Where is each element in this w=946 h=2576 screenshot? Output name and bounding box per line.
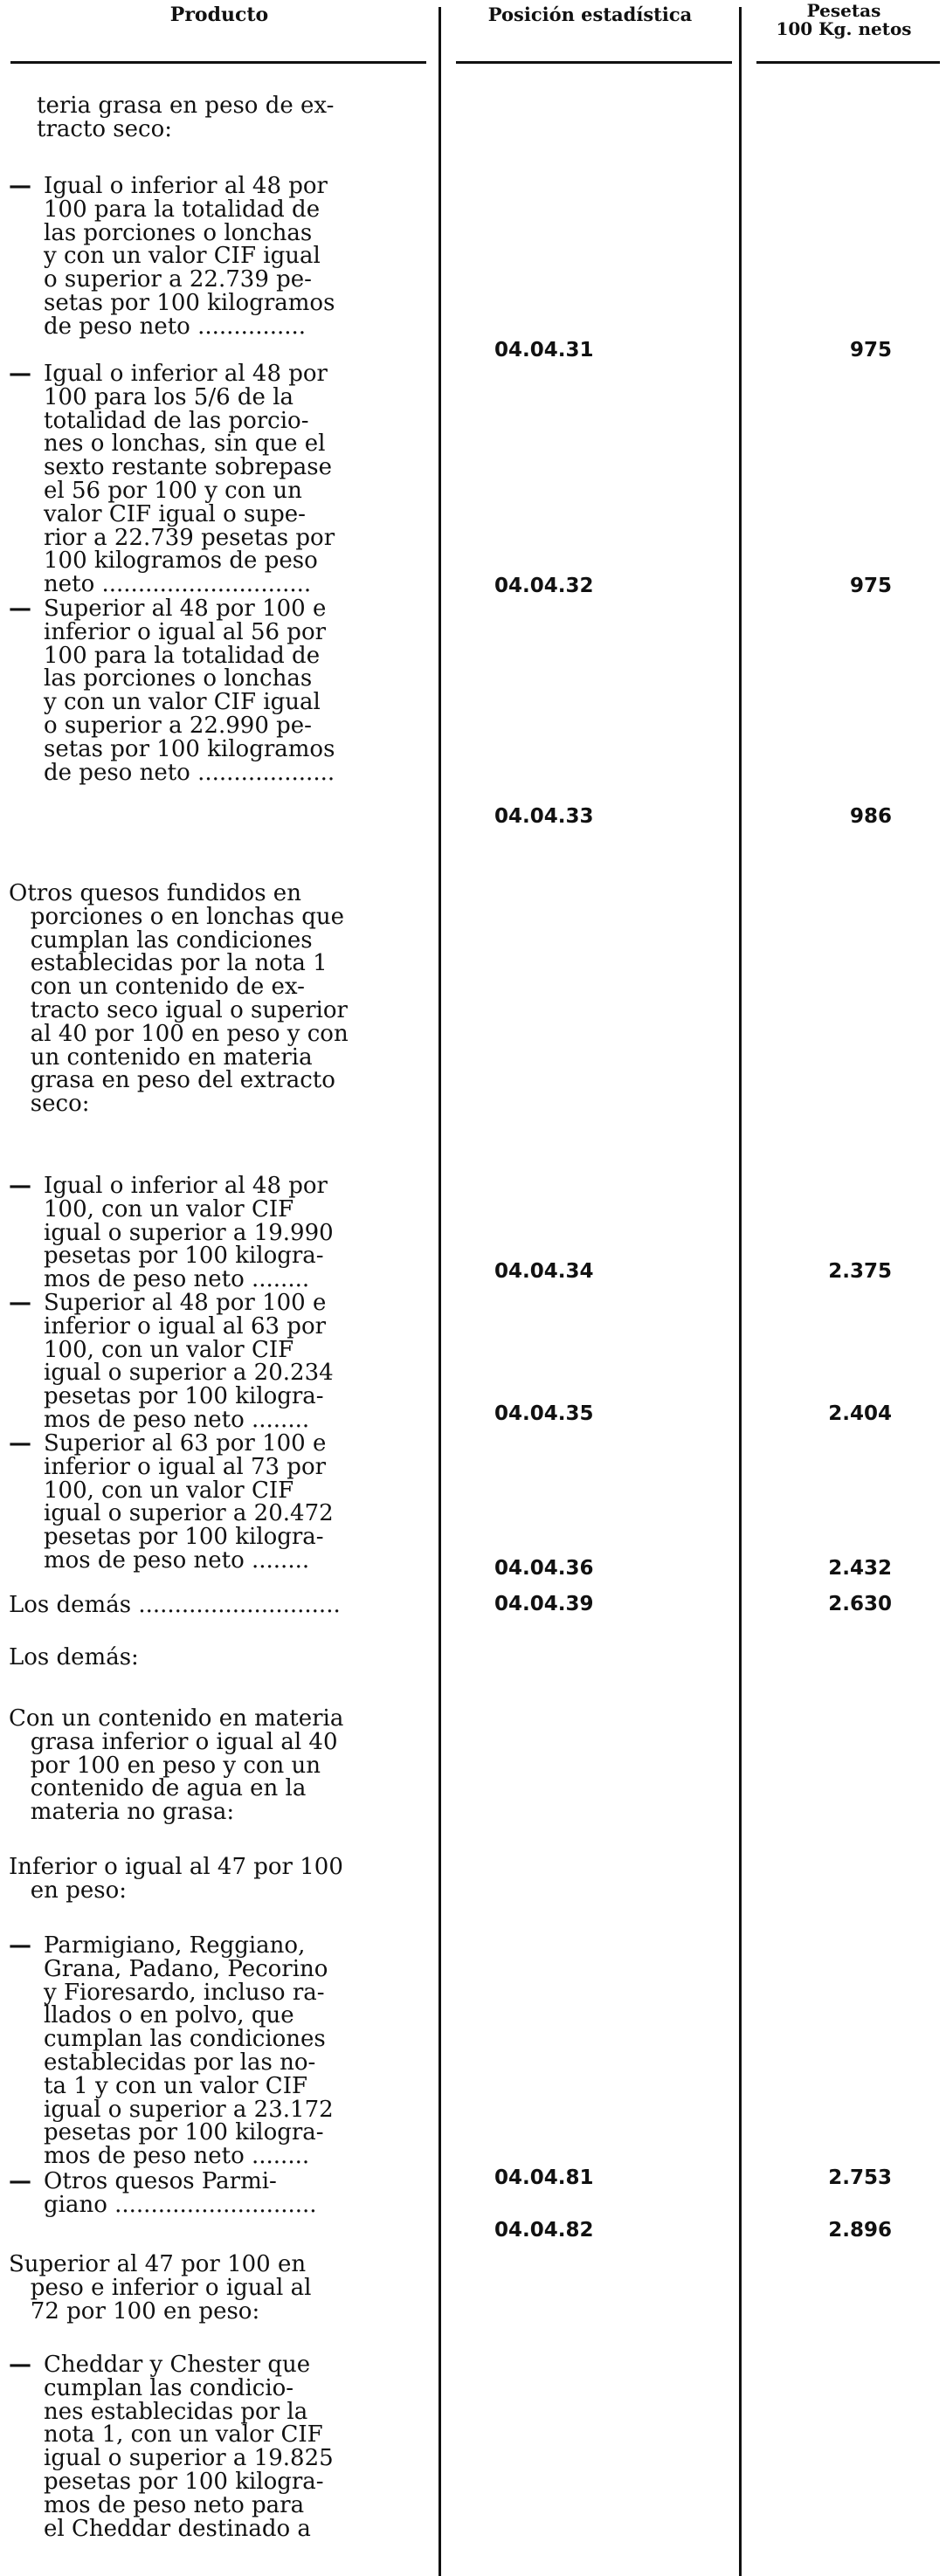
entry-line: igual o superior a 23.172 xyxy=(44,2096,334,2123)
entry-line: 100, con un valor CIF xyxy=(44,1195,294,1223)
product-entry xyxy=(37,94,334,141)
entry-line: o superior a 22.739 pe- xyxy=(44,266,312,293)
dash-marker: — xyxy=(9,173,31,199)
statistical-code: 04.04.39 xyxy=(494,1593,594,1615)
entry-line: Igual o inferior al 48 por xyxy=(44,1173,328,1199)
product-entry xyxy=(44,1291,334,1432)
product-entry xyxy=(44,1432,334,1573)
entry-line: establecidas por la nota 1 xyxy=(9,950,328,977)
entry-line: setas por 100 kilogramos xyxy=(44,289,335,316)
dash-marker: — xyxy=(9,2352,31,2378)
header-producto: Producto xyxy=(169,3,269,26)
entry-line: en peso: xyxy=(9,1877,127,1904)
pesetas-value: 2.753 xyxy=(828,2166,892,2189)
entry-line: y con un valor CIF igual xyxy=(44,689,321,716)
dash-marker: — xyxy=(9,1290,31,1316)
statistical-code: 04.04.36 xyxy=(494,1557,594,1580)
product-entry xyxy=(44,597,335,784)
entry-line: setas por 100 kilogramos xyxy=(44,735,335,762)
entry-line: giano ............................ xyxy=(44,2191,317,2218)
pesetas-value: 975 xyxy=(849,575,892,597)
entry-line: grasa en peso del extracto xyxy=(9,1067,335,1094)
product-entry xyxy=(9,1707,343,1824)
product-entry xyxy=(44,362,335,596)
product-entry xyxy=(9,1646,139,1670)
entry-line: y Fioresardo, incluso ra- xyxy=(44,1979,325,2006)
entry-line: Los demás: xyxy=(9,1644,139,1670)
product-entry xyxy=(44,1174,334,1291)
entry-line: tracto seco: xyxy=(37,115,173,142)
entry-line: un contenido en materia xyxy=(9,1043,313,1071)
dash-marker: — xyxy=(9,361,31,387)
entry-line: 100 para la totalidad de xyxy=(44,642,321,669)
entry-line: Inferior o igual al 47 por 100 xyxy=(9,1854,343,1880)
entry-line: Grana, Padano, Pecorino xyxy=(44,1955,328,1982)
header-rule-2 xyxy=(456,61,732,64)
entry-line: teria grasa en peso de ex- xyxy=(37,93,335,119)
entry-line: grasa inferior o igual al 40 xyxy=(9,1728,338,1755)
header-posicion: Posición estadística xyxy=(487,3,693,25)
entry-line: nes o lonchas, sin que el xyxy=(44,430,326,458)
entry-line: de peso neto ................... xyxy=(44,759,335,786)
entry-line: mos de peso neto ........ xyxy=(44,1406,310,1433)
entry-line: ta 1 y con un valor CIF xyxy=(44,2072,308,2099)
dash-marker: — xyxy=(9,1932,31,1959)
column-divider-2 xyxy=(739,7,742,2576)
pesetas-value: 2.404 xyxy=(828,1402,892,1425)
product-entry xyxy=(9,882,349,1116)
pesetas-value: 975 xyxy=(849,339,892,362)
entry-line: inferior o igual al 56 por xyxy=(44,618,327,645)
entry-line: Cheddar y Chester que xyxy=(44,2352,311,2378)
entry-line: materia no grasa: xyxy=(9,1799,235,1826)
entry-line: igual o superior a 19.990 xyxy=(44,1219,334,1246)
entry-line: Otros quesos fundidos en xyxy=(9,880,301,906)
entry-line: inferior o igual al 63 por xyxy=(44,1312,327,1340)
entry-line: el 56 por 100 y con un xyxy=(44,477,302,504)
entry-line: mos de peso neto para xyxy=(44,2491,305,2518)
header-pesetas xyxy=(742,2,946,38)
entry-line: pesetas por 100 kilogra- xyxy=(44,1243,324,1270)
entry-line: o superior a 22.990 pe- xyxy=(44,712,312,739)
entry-line: mos de peso neto ........ xyxy=(44,2143,310,2170)
statistical-code: 04.04.34 xyxy=(494,1260,594,1283)
entry-line: totalidad de las porcio- xyxy=(44,407,309,434)
entry-line: Superior al 48 por 100 e xyxy=(44,1290,327,1316)
column-divider-1 xyxy=(438,7,441,2576)
header-pesetas-line1: Pesetas xyxy=(806,0,881,21)
product-entry xyxy=(9,1594,341,1617)
statistical-code: 04.04.32 xyxy=(494,575,594,597)
entry-line: igual o superior a 20.472 xyxy=(44,1500,334,1527)
dash-marker: — xyxy=(9,2168,31,2194)
entry-line: igual o superior a 20.234 xyxy=(44,1360,334,1387)
entry-line: sexto restante sobrepase xyxy=(44,454,333,481)
entry-line: Otros quesos Parmi- xyxy=(44,2168,277,2194)
product-entry xyxy=(44,175,335,339)
entry-line: pesetas por 100 kilogra- xyxy=(44,1383,324,1410)
entry-line: Igual o inferior al 48 por xyxy=(44,361,328,387)
statistical-code: 04.04.31 xyxy=(494,339,594,362)
entry-line: con un contenido de ex- xyxy=(9,974,305,1001)
entry-line: por 100 en peso y con un xyxy=(9,1752,321,1779)
dash-marker: — xyxy=(9,1430,31,1457)
entry-line: 100, con un valor CIF xyxy=(44,1477,294,1504)
entry-line: Parmigiano, Reggiano, xyxy=(44,1932,306,1959)
entry-line: Superior al 63 por 100 e xyxy=(44,1430,327,1457)
entry-line: nota 1, con un valor CIF xyxy=(44,2421,323,2449)
dash-marker: — xyxy=(9,596,31,622)
entry-line: inferior o igual al 73 por xyxy=(44,1453,327,1480)
entry-line: llados o en polvo, que xyxy=(44,2002,294,2029)
entry-line: neto ............................. xyxy=(44,571,312,598)
entry-line: mos de peso neto ........ xyxy=(44,1546,310,1574)
entry-line: el Cheddar destinado a xyxy=(44,2515,311,2542)
pesetas-value: 2.432 xyxy=(828,1557,892,1580)
entry-line: establecidas por las no- xyxy=(44,2049,316,2076)
statistical-code: 04.04.82 xyxy=(494,2219,594,2242)
statistical-code: 04.04.81 xyxy=(494,2166,594,2189)
pesetas-value: 986 xyxy=(849,805,892,828)
entry-line: valor CIF igual o supe- xyxy=(44,500,306,527)
product-entry xyxy=(9,1856,343,1903)
entry-line: Igual o inferior al 48 por xyxy=(44,173,328,199)
entry-line: contenido de agua en la xyxy=(9,1775,307,1802)
entry-line: rior a 22.739 pesetas por xyxy=(44,524,335,551)
pesetas-value: 2.375 xyxy=(828,1260,892,1283)
entry-line: 72 por 100 en peso: xyxy=(9,2297,260,2325)
statistical-code: 04.04.35 xyxy=(494,1402,594,1425)
header-rule-1 xyxy=(10,61,426,64)
entry-line: 100 kilogramos de peso xyxy=(44,548,318,575)
product-entry xyxy=(44,2170,317,2217)
entry-line: Los demás ............................ xyxy=(9,1592,341,1618)
entry-line: de peso neto ............... xyxy=(44,313,307,340)
product-entry xyxy=(9,2253,311,2323)
entry-line: porciones o en lonchas que xyxy=(9,903,345,930)
entry-line: 100, con un valor CIF xyxy=(44,1336,294,1363)
entry-line: pesetas por 100 kilogra- xyxy=(44,2119,324,2146)
entry-line: seco: xyxy=(9,1091,90,1118)
pesetas-value: 2.896 xyxy=(828,2219,892,2242)
entry-line: nes establecidas por la xyxy=(44,2398,308,2425)
entry-line: Superior al 47 por 100 en xyxy=(9,2251,307,2277)
entry-line: y con un valor CIF igual xyxy=(44,243,321,270)
header-rule-3 xyxy=(756,61,940,64)
product-entry xyxy=(44,1934,334,2168)
entry-line: cumplan las condicio- xyxy=(44,2374,294,2401)
entry-line: Con un contenido en materia xyxy=(9,1705,344,1732)
entry-line: peso e inferior o igual al xyxy=(9,2274,312,2301)
entry-line: mos de peso neto ........ xyxy=(44,1266,310,1293)
entry-line: tracto seco igual o superior xyxy=(9,996,348,1023)
header-pesetas-line2: 100 Kg. netos xyxy=(776,18,912,39)
entry-line: 100 para los 5/6 de la xyxy=(44,383,294,410)
entry-line: 100 para la totalidad de xyxy=(44,196,321,223)
pesetas-value: 2.630 xyxy=(828,1593,892,1615)
entry-line: pesetas por 100 kilogra- xyxy=(44,1524,324,1551)
dash-marker: — xyxy=(9,1173,31,1199)
entry-line: cumplan las condiciones xyxy=(44,2026,326,2053)
entry-line: al 40 por 100 en peso y con xyxy=(9,1020,349,1047)
entry-line: las porciones o lonchas xyxy=(44,665,313,692)
entry-line: las porciones o lonchas xyxy=(44,219,313,246)
product-entry xyxy=(44,2353,334,2540)
entry-line: igual o superior a 19.825 xyxy=(44,2445,334,2472)
entry-line: pesetas por 100 kilogra- xyxy=(44,2468,324,2495)
entry-line: cumplan las condiciones xyxy=(9,926,313,954)
entry-line: Superior al 48 por 100 e xyxy=(44,596,327,622)
statistical-code: 04.04.33 xyxy=(494,805,594,828)
